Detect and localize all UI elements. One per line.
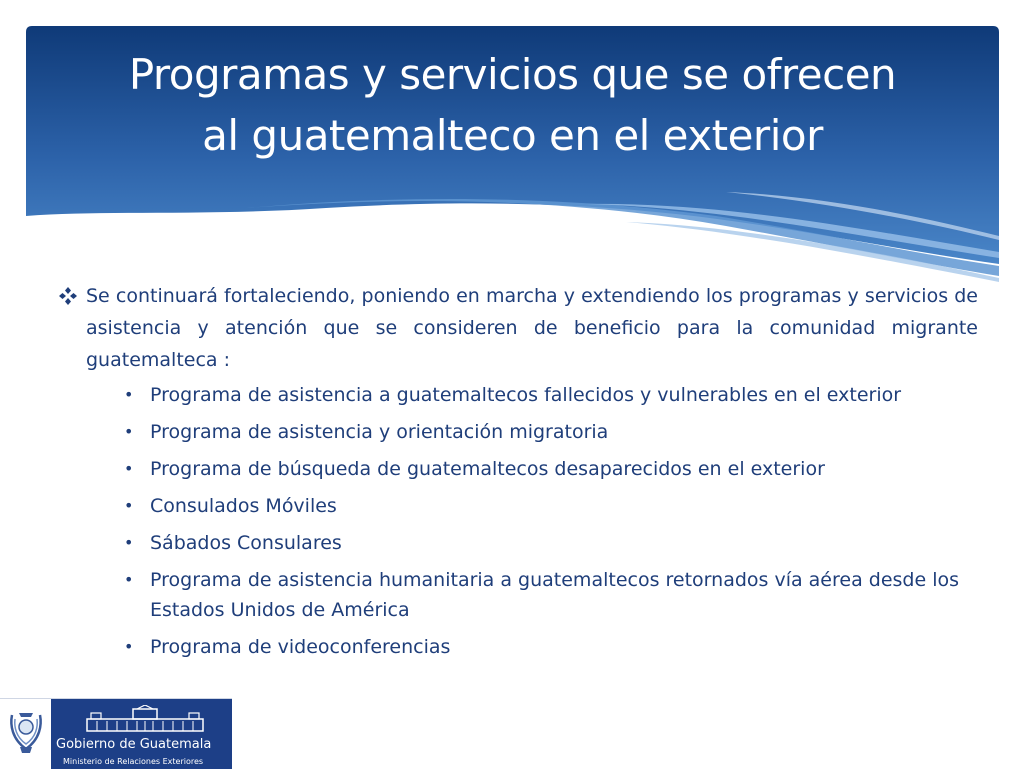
- government-logo: [0, 698, 232, 769]
- list-item-text: Programa de búsqueda de guatemaltecos desaparecidos en el exterior: [150, 458, 825, 480]
- list-item: [124, 565, 978, 625]
- bullet-icon: •: [124, 496, 134, 515]
- title-line-2: al guatemalteco en el exterior: [202, 111, 823, 160]
- list-item: [124, 380, 978, 410]
- logo-panel: [51, 699, 232, 769]
- bullet-icon: •: [124, 385, 134, 404]
- slide-content: [58, 280, 978, 669]
- bullet-icon: •: [124, 637, 134, 656]
- list-item-text: Programa de asistencia humanitaria a guatemaltecos retornados vía aérea desde los Estados Unidos de América: [150, 569, 960, 621]
- list-item-text: Consulados Móviles: [150, 495, 337, 517]
- list-item-text: Programa de asistencia a guatemaltecos fallecidos y vulnerables en el exterior: [150, 384, 902, 406]
- intro-text: Se continuará fortaleciendo, poniendo en marcha y extendiendo los programas y servicios de asistencia y atención que se consideren de beneficio para la comunidad migrante guatemalteca :: [86, 285, 978, 371]
- bullet-icon: •: [124, 422, 134, 441]
- list-item-text: Programa de asistencia y orientación migratoria: [150, 421, 609, 443]
- logo-sub-text: Ministerio de Relaciones Exteriores: [63, 757, 204, 766]
- list-item-text: Sábados Consulares: [150, 532, 342, 554]
- list-item-text: Programa de videoconferencias: [150, 636, 451, 658]
- main-bullet-point: [58, 280, 978, 376]
- list-item: [124, 632, 978, 662]
- list-item: [124, 454, 978, 484]
- bullet-icon: •: [124, 570, 134, 589]
- diamond-cluster-icon: [58, 286, 78, 306]
- logo-main-text: Gobierno de Guatemala: [56, 737, 212, 752]
- list-item: [124, 491, 978, 521]
- list-item: [124, 528, 978, 558]
- palace-building-icon: [85, 705, 205, 733]
- bullet-icon: •: [124, 533, 134, 552]
- bullet-icon: •: [124, 459, 134, 478]
- title-line-1: Programas y servicios que se ofrecen: [128, 50, 897, 99]
- coat-of-arms-icon: [6, 705, 46, 757]
- program-list: [58, 380, 978, 662]
- list-item: [124, 417, 978, 447]
- slide-title: [26, 44, 999, 166]
